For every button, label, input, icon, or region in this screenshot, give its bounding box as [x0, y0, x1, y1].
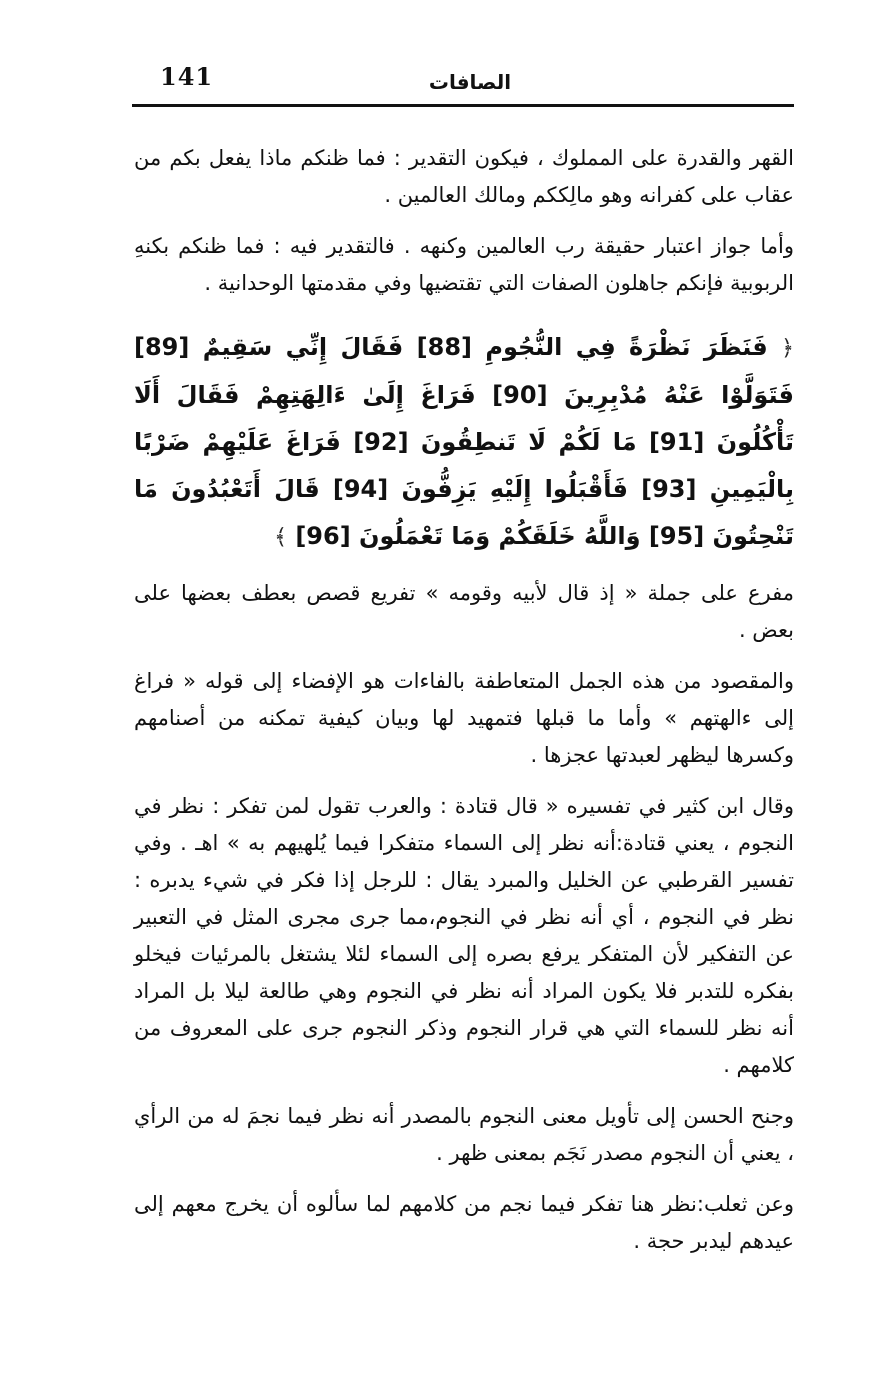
paragraph-6: وجنح الحسن إلى تأويل معنى النجوم بالمصدر أنه نظر فيما نجمَ له من الرأي ، يعني أن النجوم مصدر نَجَم بمعنى ظهر . — [134, 1104, 794, 1165]
verse-close-bracket: ﴾ — [274, 525, 287, 550]
page-body — [134, 140, 794, 1260]
page-number: 141 — [160, 62, 214, 91]
paragraph-1: القهر والقدرة على المملوك ، فيكون التقدير : فما ظنكم ماذا يفعل بكم من عقاب على كفرانه وهو مالِككم ومالك العالمين . — [134, 146, 794, 207]
quran-verse-text: فَنَظَرَ نَظْرَةً فِي النُّجُومِ [88] فَقَالَ إِنِّي سَقِيمٌ [89] فَتَوَلَّوْا عَنْهُ مُدْبِرِينَ [90] فَرَاغَ إِلَىٰ ءَالِهَتِهِمْ فَقَالَ أَلَا تَأْكُلُونَ [91] مَا لَكُمْ لَا تَنطِقُونَ [92] فَرَاغَ عَلَيْهِمْ ضَرْبًا بِالْيَمِينِ [93] فَأَقْبَلُوا إِلَيْهِ يَزِفُّونَ [94] قَالَ أَتَعْبُدُونَ مَا تَنْحِتُونَ [95] وَاللَّهُ خَلَقَكُمْ وَمَا تَعْمَلُونَ [96] — [134, 333, 795, 550]
running-title: الصافات — [428, 70, 512, 94]
paragraph-4: والمقصود من هذه الجمل المتعاطفة بالفاءات هو الإفضاء إلى قوله « فراغ إلى ءالهتهم » وأما ما قبلها فتمهيد لها وبيان كيفية تمكنه من أصنامهم وكسرها ليظهر لعبدتها عجزها . — [134, 669, 794, 767]
header-rule — [132, 104, 794, 107]
paragraph-2: وأما جواز اعتبار حقيقة رب العالمين وكنهه . فالتقدير فيه : فما ظنكم بكنهِ الربوبية فإنكم جاهلون الصفات التي تقتضيها وفي مقدمتها الوحدانية . — [134, 234, 794, 295]
quran-verse-block — [134, 324, 794, 561]
verse-open-bracket: ﴿ — [781, 336, 795, 361]
paragraph-7: وعن ثعلب:نظر هنا تفكر فيما نجم من كلامهم لما سألوه أن يخرج معهم إلى عيدهم ليدبر حجة . — [134, 1192, 794, 1253]
paragraph-3: مفرع على جملة « إذ قال لأبيه وقومه » تفريع قصص بعطف بعضها على بعض . — [134, 581, 794, 642]
paragraph-5: وقال ابن كثير في تفسيره « قال قتادة : والعرب تقول لمن تفكر : نظر في النجوم ، يعني قتادة:أنه نظر إلى السماء متفكرا فيما يُلهيهم به » اهـ . وفي تفسير القرطبي عن الخليل والمبرد يقال : للرجل إذا فكر في شيء يدبره : نظر في النجوم ، أي أنه نظر في النجوم،مما جرى مجرى المثل في التعبير عن التفكير لأن المتفكر يرفع بصره إلى السماء لئلا يشتغل بالمرئيات فيخلو بفكره للتدبر فلا يكون المراد أنه نظر في النجوم وهي طالعة ليلا بل المراد أنه نظر للسماء التي هي قرار النجوم وذكر النجوم جرى على المعروف من كلامهم . — [134, 794, 794, 1077]
